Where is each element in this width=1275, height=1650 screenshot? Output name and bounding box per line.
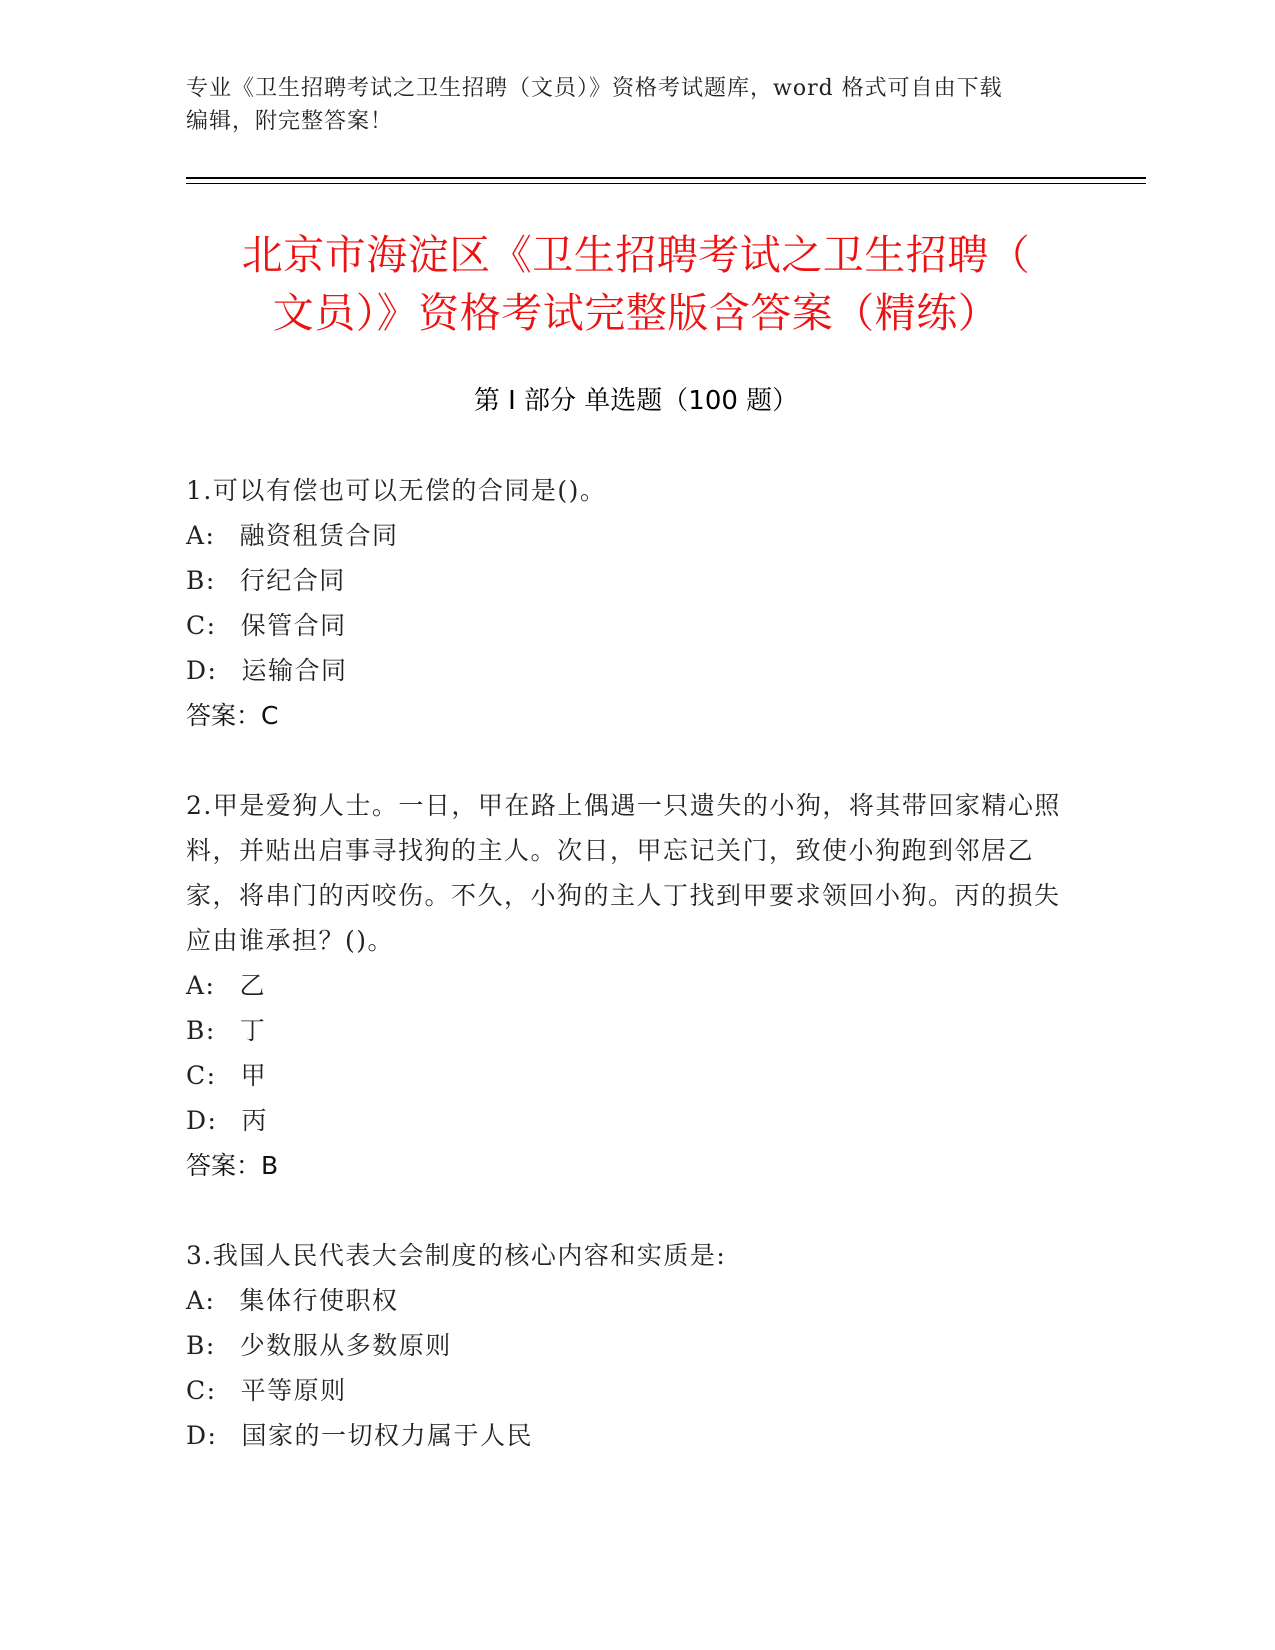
option-a [186, 963, 1066, 1008]
option-text: 丁 [239, 1016, 267, 1045]
header-note-line-2: 编辑，附完整答案！ [186, 109, 394, 134]
option-text: 集体行使职权 [239, 1286, 399, 1315]
section-heading: 第 I 部分 单选题（100 题） [473, 386, 799, 416]
answer-line: 答案：B [186, 1151, 279, 1180]
option-key: C: [186, 1061, 217, 1090]
header-note-line-1: 专业《卫生招聘考试之卫生招聘（文员）》资格考试题库，word 格式可自由下载 [186, 76, 1003, 101]
option-text: 行纪合同 [239, 566, 346, 595]
option-key: D: [186, 656, 218, 685]
option-d [186, 1413, 1066, 1458]
document-title-line-1: 北京市海淀区《卫生招聘考试之卫生招聘（ [241, 231, 1031, 279]
question-stem: 2.甲是爱狗人士。一日，甲在路上偶遇一只遗失的小狗，将其带回家精心照料，并贴出启事寻找狗的主人。次日，甲忘记关门，致使小狗跑到邻居乙家，将串门的丙咬伤。不久，小狗的主人丁找到甲要求领回小狗。丙的损失应由谁承担？()。 [186, 791, 1061, 955]
option-b [186, 558, 1066, 603]
option-d [186, 1098, 1066, 1143]
option-text: 保管合同 [240, 611, 347, 640]
option-a [186, 1278, 1066, 1323]
question-2 [186, 783, 1066, 1188]
header-divider-thick [186, 177, 1146, 179]
option-text: 甲 [240, 1061, 268, 1090]
option-b [186, 1008, 1066, 1053]
option-key: A: [186, 521, 216, 550]
option-key: A: [186, 971, 216, 1000]
option-key: C: [186, 611, 217, 640]
option-c [186, 1053, 1066, 1098]
option-key: B: [186, 566, 216, 595]
option-b [186, 1323, 1066, 1368]
option-text: 少数服从多数原则 [239, 1331, 452, 1360]
question-stem: 1.可以有偿也可以无偿的合同是()。 [186, 476, 607, 505]
option-text: 丙 [241, 1106, 268, 1135]
option-key: D: [186, 1421, 218, 1450]
option-key: B: [186, 1331, 216, 1360]
document-title-line-2: 文员）》资格考试完整版含答案（精练） [272, 289, 1000, 337]
question-1 [186, 468, 1066, 738]
option-text: 平等原则 [240, 1376, 347, 1405]
document-title [186, 226, 1086, 342]
option-key: A: [186, 1286, 216, 1315]
option-key: C: [186, 1376, 217, 1405]
question-3 [186, 1233, 1066, 1458]
option-text: 融资租赁合同 [239, 521, 399, 550]
option-c [186, 603, 1066, 648]
option-a [186, 513, 1066, 558]
option-d [186, 648, 1066, 693]
option-text: 乙 [239, 971, 266, 1000]
option-key: D: [186, 1106, 218, 1135]
question-stem: 3.我国人民代表大会制度的核心内容和实质是: [186, 1241, 727, 1270]
option-text: 国家的一切权力属于人民 [241, 1421, 533, 1450]
option-c [186, 1368, 1066, 1413]
option-key: B: [186, 1016, 216, 1045]
answer-line: 答案：C [186, 701, 279, 730]
header-note [186, 72, 1066, 138]
header-divider-thin [186, 183, 1146, 184]
option-text: 运输合同 [241, 656, 348, 685]
